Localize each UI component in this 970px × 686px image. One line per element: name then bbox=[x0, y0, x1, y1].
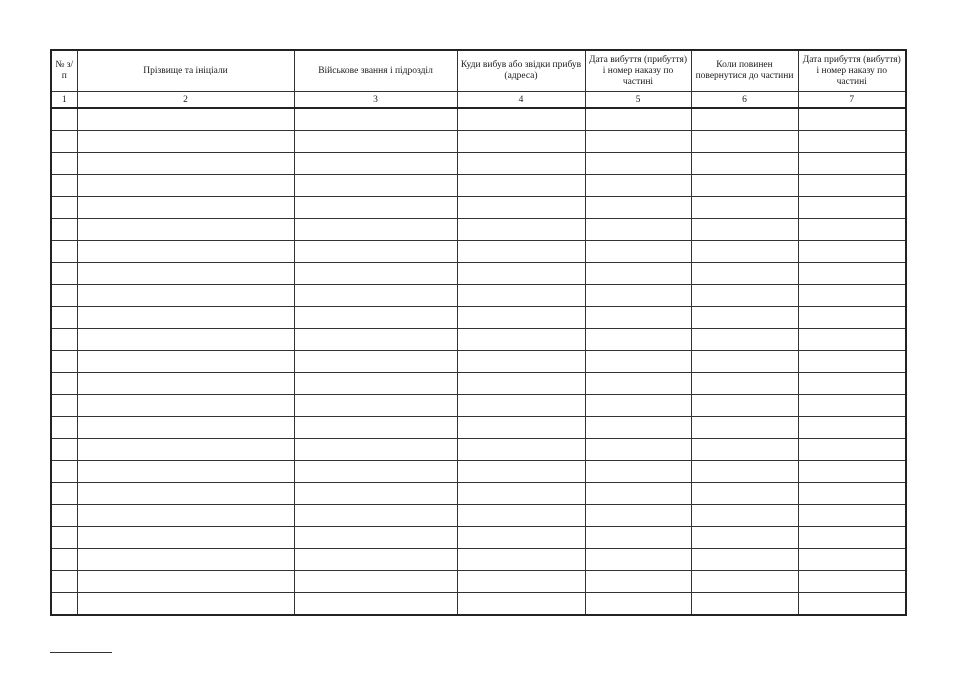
table-cell bbox=[457, 527, 585, 549]
table-cell bbox=[294, 505, 457, 527]
table-cell bbox=[798, 329, 906, 351]
header-serial-number: № з/п bbox=[51, 50, 77, 92]
table-row bbox=[51, 439, 906, 461]
header-full-name: Прізвище та ініціали bbox=[77, 50, 294, 92]
table-cell bbox=[798, 373, 906, 395]
table-cell bbox=[691, 153, 798, 175]
table-cell bbox=[585, 395, 691, 417]
table-cell bbox=[798, 571, 906, 593]
table-cell bbox=[691, 131, 798, 153]
table-cell bbox=[77, 461, 294, 483]
table-cell bbox=[294, 593, 457, 616]
table-cell bbox=[51, 108, 77, 131]
table-cell bbox=[77, 395, 294, 417]
table-cell bbox=[294, 263, 457, 285]
table-cell bbox=[585, 505, 691, 527]
table-cell bbox=[457, 153, 585, 175]
table-cell bbox=[77, 593, 294, 616]
table-cell bbox=[585, 549, 691, 571]
register-body bbox=[51, 108, 906, 615]
table-cell bbox=[691, 527, 798, 549]
table-cell bbox=[691, 329, 798, 351]
table-cell bbox=[51, 549, 77, 571]
table-cell bbox=[691, 483, 798, 505]
table-cell bbox=[798, 219, 906, 241]
table-cell bbox=[585, 439, 691, 461]
table-row bbox=[51, 395, 906, 417]
table-cell bbox=[77, 131, 294, 153]
table-cell bbox=[798, 307, 906, 329]
table-cell bbox=[585, 153, 691, 175]
table-cell bbox=[294, 571, 457, 593]
table-cell bbox=[457, 307, 585, 329]
table-cell bbox=[294, 549, 457, 571]
table-row bbox=[51, 285, 906, 307]
table-cell bbox=[51, 197, 77, 219]
table-cell bbox=[51, 153, 77, 175]
table-cell bbox=[691, 108, 798, 131]
table-row bbox=[51, 131, 906, 153]
table-cell bbox=[77, 329, 294, 351]
table-cell bbox=[77, 263, 294, 285]
table-cell bbox=[691, 285, 798, 307]
table-cell bbox=[457, 108, 585, 131]
table-row bbox=[51, 263, 906, 285]
table-cell bbox=[691, 175, 798, 197]
table-cell bbox=[585, 175, 691, 197]
table-cell bbox=[51, 571, 77, 593]
table-row bbox=[51, 351, 906, 373]
column-number: 7 bbox=[798, 92, 906, 109]
table-cell bbox=[51, 395, 77, 417]
table-cell bbox=[585, 219, 691, 241]
table-cell bbox=[294, 307, 457, 329]
table-cell bbox=[457, 351, 585, 373]
table-cell bbox=[51, 483, 77, 505]
header-destination-address: Куди вибув або звідки прибув (адреса) bbox=[457, 50, 585, 92]
table-cell bbox=[77, 108, 294, 131]
table-cell bbox=[457, 395, 585, 417]
table-cell bbox=[294, 351, 457, 373]
table-cell bbox=[457, 241, 585, 263]
table-cell bbox=[294, 329, 457, 351]
table-cell bbox=[77, 197, 294, 219]
table-cell bbox=[691, 505, 798, 527]
table-cell bbox=[294, 197, 457, 219]
table-cell bbox=[77, 307, 294, 329]
table-cell bbox=[457, 373, 585, 395]
table-row bbox=[51, 108, 906, 131]
table-row bbox=[51, 417, 906, 439]
table-cell bbox=[585, 285, 691, 307]
table-cell bbox=[457, 197, 585, 219]
table-cell bbox=[585, 461, 691, 483]
table-cell bbox=[585, 571, 691, 593]
table-cell bbox=[77, 153, 294, 175]
table-cell bbox=[51, 439, 77, 461]
table-cell bbox=[585, 241, 691, 263]
table-cell bbox=[798, 175, 906, 197]
table-cell bbox=[585, 197, 691, 219]
table-cell bbox=[798, 263, 906, 285]
table-row bbox=[51, 241, 906, 263]
table-cell bbox=[798, 439, 906, 461]
table-cell bbox=[585, 351, 691, 373]
table-cell bbox=[457, 549, 585, 571]
table-cell bbox=[77, 549, 294, 571]
table-cell bbox=[77, 417, 294, 439]
column-number: 2 bbox=[77, 92, 294, 109]
table-cell bbox=[798, 417, 906, 439]
table-cell bbox=[798, 131, 906, 153]
table-row bbox=[51, 175, 906, 197]
table-cell bbox=[51, 417, 77, 439]
table-cell bbox=[585, 108, 691, 131]
table-cell bbox=[585, 527, 691, 549]
table-cell bbox=[77, 527, 294, 549]
table-cell bbox=[294, 439, 457, 461]
table-cell bbox=[457, 571, 585, 593]
table-cell bbox=[585, 329, 691, 351]
table-cell bbox=[585, 417, 691, 439]
table-cell bbox=[798, 505, 906, 527]
table-cell bbox=[457, 219, 585, 241]
table-cell bbox=[798, 395, 906, 417]
table-row bbox=[51, 483, 906, 505]
table-cell bbox=[77, 439, 294, 461]
table-row bbox=[51, 571, 906, 593]
table-row bbox=[51, 219, 906, 241]
table-cell bbox=[294, 461, 457, 483]
table-cell bbox=[457, 417, 585, 439]
table-cell bbox=[691, 593, 798, 616]
table-row bbox=[51, 373, 906, 395]
table-cell bbox=[51, 263, 77, 285]
table-row bbox=[51, 329, 906, 351]
table-cell bbox=[691, 571, 798, 593]
table-cell bbox=[585, 131, 691, 153]
table-cell bbox=[691, 351, 798, 373]
table-cell bbox=[457, 263, 585, 285]
column-number: 4 bbox=[457, 92, 585, 109]
table-cell bbox=[51, 307, 77, 329]
table-cell bbox=[798, 241, 906, 263]
table-cell bbox=[798, 549, 906, 571]
table-cell bbox=[691, 549, 798, 571]
table-cell bbox=[798, 351, 906, 373]
table-cell bbox=[51, 131, 77, 153]
table-cell bbox=[691, 417, 798, 439]
table-cell bbox=[294, 373, 457, 395]
table-cell bbox=[457, 131, 585, 153]
table-cell bbox=[798, 197, 906, 219]
header-rank-and-unit: Військове звання і підрозділ bbox=[294, 50, 457, 92]
table-row bbox=[51, 549, 906, 571]
table-cell bbox=[585, 373, 691, 395]
table-cell bbox=[798, 285, 906, 307]
table-cell bbox=[51, 329, 77, 351]
table-cell bbox=[51, 593, 77, 616]
table-row bbox=[51, 307, 906, 329]
table-cell bbox=[77, 483, 294, 505]
table-cell bbox=[294, 131, 457, 153]
table-cell bbox=[294, 395, 457, 417]
table-row bbox=[51, 197, 906, 219]
table-cell bbox=[457, 329, 585, 351]
table-cell bbox=[691, 373, 798, 395]
header-departure-date-order: Дата вибуття (прибуття) і номер наказу по частині bbox=[585, 50, 691, 92]
table-cell bbox=[51, 527, 77, 549]
table-cell bbox=[457, 593, 585, 616]
table-row bbox=[51, 505, 906, 527]
table-cell bbox=[798, 593, 906, 616]
table-cell bbox=[457, 285, 585, 307]
table-cell bbox=[77, 351, 294, 373]
table-cell bbox=[457, 175, 585, 197]
table-cell bbox=[51, 175, 77, 197]
table-cell bbox=[51, 373, 77, 395]
footnote-separator bbox=[50, 652, 112, 653]
table-cell bbox=[294, 153, 457, 175]
table-cell bbox=[51, 505, 77, 527]
header-return-due: Коли повинен повернутися до частини bbox=[691, 50, 798, 92]
table-cell bbox=[294, 108, 457, 131]
table-row bbox=[51, 461, 906, 483]
header-arrival-date-order: Дата прибуття (вибуття) і номер наказу по частині bbox=[798, 50, 906, 92]
table-cell bbox=[294, 527, 457, 549]
table-cell bbox=[691, 241, 798, 263]
column-number-row bbox=[51, 92, 906, 109]
table-cell bbox=[51, 241, 77, 263]
table-cell bbox=[798, 483, 906, 505]
table-cell bbox=[691, 439, 798, 461]
table-cell bbox=[294, 417, 457, 439]
table-cell bbox=[51, 461, 77, 483]
table-row bbox=[51, 527, 906, 549]
table-cell bbox=[691, 395, 798, 417]
column-number: 1 bbox=[51, 92, 77, 109]
column-number: 3 bbox=[294, 92, 457, 109]
table-cell bbox=[51, 285, 77, 307]
register-table bbox=[50, 49, 907, 616]
column-number: 6 bbox=[691, 92, 798, 109]
table-cell bbox=[77, 373, 294, 395]
table-row bbox=[51, 593, 906, 616]
table-cell bbox=[585, 263, 691, 285]
table-cell bbox=[294, 241, 457, 263]
table-cell bbox=[294, 285, 457, 307]
table-cell bbox=[457, 439, 585, 461]
table-cell bbox=[691, 307, 798, 329]
table-cell bbox=[77, 241, 294, 263]
table-header-row bbox=[51, 50, 906, 92]
table-cell bbox=[77, 571, 294, 593]
table-cell bbox=[294, 219, 457, 241]
table-cell bbox=[77, 175, 294, 197]
table-cell bbox=[457, 461, 585, 483]
table-cell bbox=[585, 483, 691, 505]
table-cell bbox=[294, 483, 457, 505]
table-row bbox=[51, 153, 906, 175]
table-cell bbox=[691, 263, 798, 285]
table-cell bbox=[798, 108, 906, 131]
table-cell bbox=[294, 175, 457, 197]
table-cell bbox=[77, 285, 294, 307]
table-cell bbox=[798, 461, 906, 483]
table-cell bbox=[691, 461, 798, 483]
table-cell bbox=[691, 219, 798, 241]
table-cell bbox=[798, 527, 906, 549]
table-cell bbox=[51, 219, 77, 241]
table-cell bbox=[457, 505, 585, 527]
table-cell bbox=[585, 307, 691, 329]
table-cell bbox=[51, 351, 77, 373]
table-cell bbox=[798, 153, 906, 175]
table-cell bbox=[691, 197, 798, 219]
table-cell bbox=[585, 593, 691, 616]
table-cell bbox=[77, 505, 294, 527]
table-cell bbox=[77, 219, 294, 241]
column-number: 5 bbox=[585, 92, 691, 109]
table-cell bbox=[457, 483, 585, 505]
